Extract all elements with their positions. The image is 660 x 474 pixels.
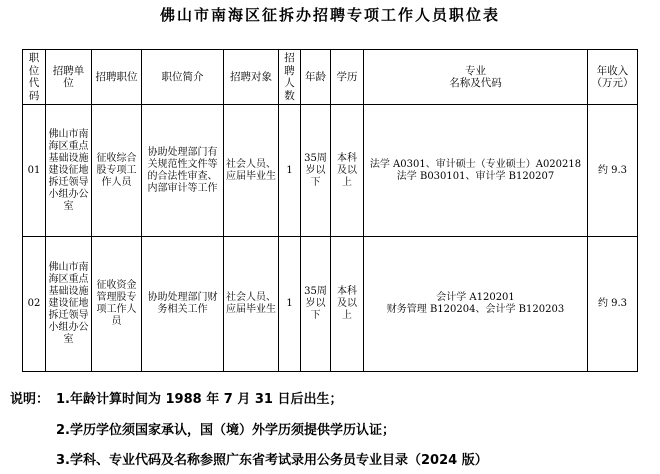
cell-position: 征收综合股专项工作人员 <box>92 105 142 237</box>
cell-code: 01 <box>23 105 46 237</box>
header-major <box>364 50 588 105</box>
cell-count: 1 <box>279 105 301 237</box>
header-major-line1: 专业 <box>465 64 486 77</box>
cell-major <box>364 237 588 372</box>
cell-intro: 协助处理部门有关规范性文件等的合法性审查、内部审计等工作 <box>142 105 224 237</box>
table-row <box>23 105 638 237</box>
cell-major-line2: 财务管理 B120204、会计学 B120203 <box>386 304 565 315</box>
header-target: 招聘对象 <box>224 50 279 105</box>
header-code: 职位代码 <box>23 50 46 105</box>
header-count: 招聘人数 <box>279 50 301 105</box>
cell-intro: 协助处理部门财务相关工作 <box>142 237 224 372</box>
cell-major-line2: 法学 B030101、审计学 B120207 <box>396 170 555 182</box>
header-edu: 学历 <box>331 50 364 105</box>
header-age: 年龄 <box>301 50 331 105</box>
cell-age: 35周岁以下 <box>301 105 331 237</box>
note-item-3: 3.学科、专业代码及名称参照广东省考试录用公务员专业目录（2024 版） <box>56 453 488 468</box>
cell-salary: 约 9.3 <box>588 105 638 237</box>
note-item-1: 1.年龄计算时间为 1988 年 7 月 31 日后出生； <box>56 392 343 407</box>
header-unit: 招聘单位 <box>46 50 92 105</box>
header-salary: 年收入（万元） <box>588 50 638 105</box>
cell-position: 征收资金管理股专项工作人员 <box>92 237 142 372</box>
cell-unit: 佛山市南海区重点基础设施建设征地拆迁领导小组办公室 <box>46 105 92 237</box>
header-intro: 职位简介 <box>142 50 224 105</box>
cell-major-line1: 会计学 A120201 <box>436 292 515 303</box>
cell-target: 社会人员、应届毕业生 <box>224 237 279 372</box>
header-position: 招聘职位 <box>92 50 142 105</box>
page-title: 佛山市南海区征拆办招聘专项工作人员职位表 <box>159 6 500 24</box>
cell-edu: 本科及以上 <box>331 237 364 372</box>
cell-edu: 本科及以上 <box>331 105 364 237</box>
cell-unit: 佛山市南海区重点基础设施建设征地拆迁领导小组办公室 <box>46 237 92 372</box>
cell-code: 02 <box>23 237 46 372</box>
note-item-2: 2.学历学位须国家承认，国（境）外学历须提供学历认证； <box>56 423 395 438</box>
header-row <box>23 50 638 105</box>
position-table <box>22 49 638 372</box>
cell-major <box>364 105 588 237</box>
header-major-line2: 名称及代码 <box>449 77 502 89</box>
cell-count: 1 <box>279 237 301 372</box>
cell-age: 35周岁以下 <box>301 237 331 372</box>
table-row <box>23 237 638 372</box>
cell-salary: 约 9.3 <box>588 237 638 372</box>
notes-label: 说明： <box>10 392 50 407</box>
cell-target: 社会人员、应届毕业生 <box>224 105 279 237</box>
cell-major-line1: 法学 A0301、审计硕士（专业硕士）A020218 <box>369 158 582 170</box>
